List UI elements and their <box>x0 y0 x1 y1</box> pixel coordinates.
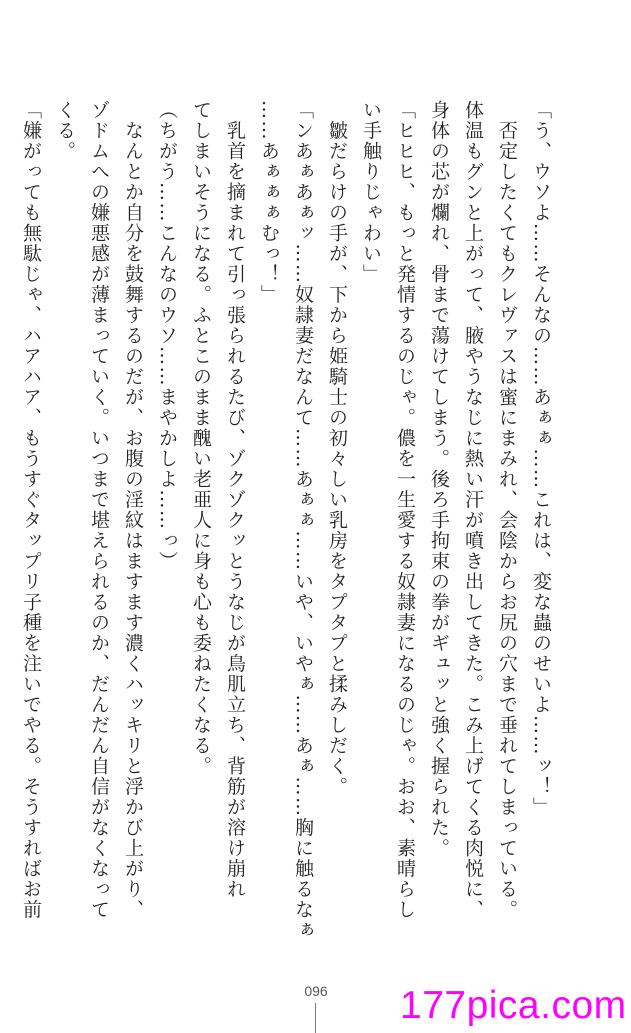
text-line-2: 否定したくてもクレヴァスは蜜にまみれ、会陰からお尻の穴まで垂れてしまっている。 <box>496 100 518 920</box>
text-line-11: てしまいそうになる。ふとこのまま醜い老亜人に身も心も委ねたくなる。 <box>190 100 212 777</box>
text-line-13: なんとか自分を鼓舞するのだが、お腹の淫紋はますます濃くハッキリと浮かび上がり、 <box>122 100 144 920</box>
text-line-7: 皺だらけの手が、下から姫騎士の初々しい乳房をタプタプと揉みしだく。 <box>326 100 348 797</box>
vertical-text-body <box>20 100 558 960</box>
text-line-5: 「ヒヒヒ、もっと発情するのじゃ。儂を一生愛する奴隷妻になるのじゃ。おお、素晴らし <box>394 100 416 920</box>
text-line-9: ……あぁぁぁむっ！」 <box>258 100 280 305</box>
text-line-6: い手触りじゃわい」 <box>360 100 382 285</box>
text-line-4: 身体の芯が爛れ、骨まで蕩けてしまう。後ろ手拘束の拳がギュッと強く握られた。 <box>428 100 450 859</box>
text-line-10: 乳首を摘まれて引っ張られるたび、ゾクゾクッとうなじが鳥肌立ち、背筋が溶け崩れ <box>224 100 246 900</box>
text-line-14: ゾドムへの嫌悪感が薄まっていく。いつまで堪えられるのか、だんだん自信がなくなって <box>88 100 110 920</box>
page-number: 096 <box>304 983 328 999</box>
text-line-3: 体温もグンと上がって、腋やうなじに熱い汗が噴き出してきた。こみ上げてくる肉悦に、 <box>462 100 484 920</box>
page-number-rule <box>315 1003 316 1033</box>
text-line-12: （ちがう……こんなのウソ……まやかしよ……っ） <box>156 100 178 572</box>
text-line-15: くる。 <box>54 100 76 162</box>
text-line-16: 「嫌がっても無駄じゃ、ハアハア、もうすぐタップリ子種を注いでやる。そうすればお前 <box>20 100 42 920</box>
text-line-1: 「う、ウソよ……そんなの……あぁぁ……これは、変な蟲のせいよ……ッ！」 <box>530 100 552 818</box>
watermark-text: 177pica.com <box>400 984 627 1027</box>
text-line-8: 「ンあぁあぁッ……奴隷妻だなんて……あぁぁ……いや、いやぁ……あぁ……胸に触るなぁ <box>292 100 314 941</box>
